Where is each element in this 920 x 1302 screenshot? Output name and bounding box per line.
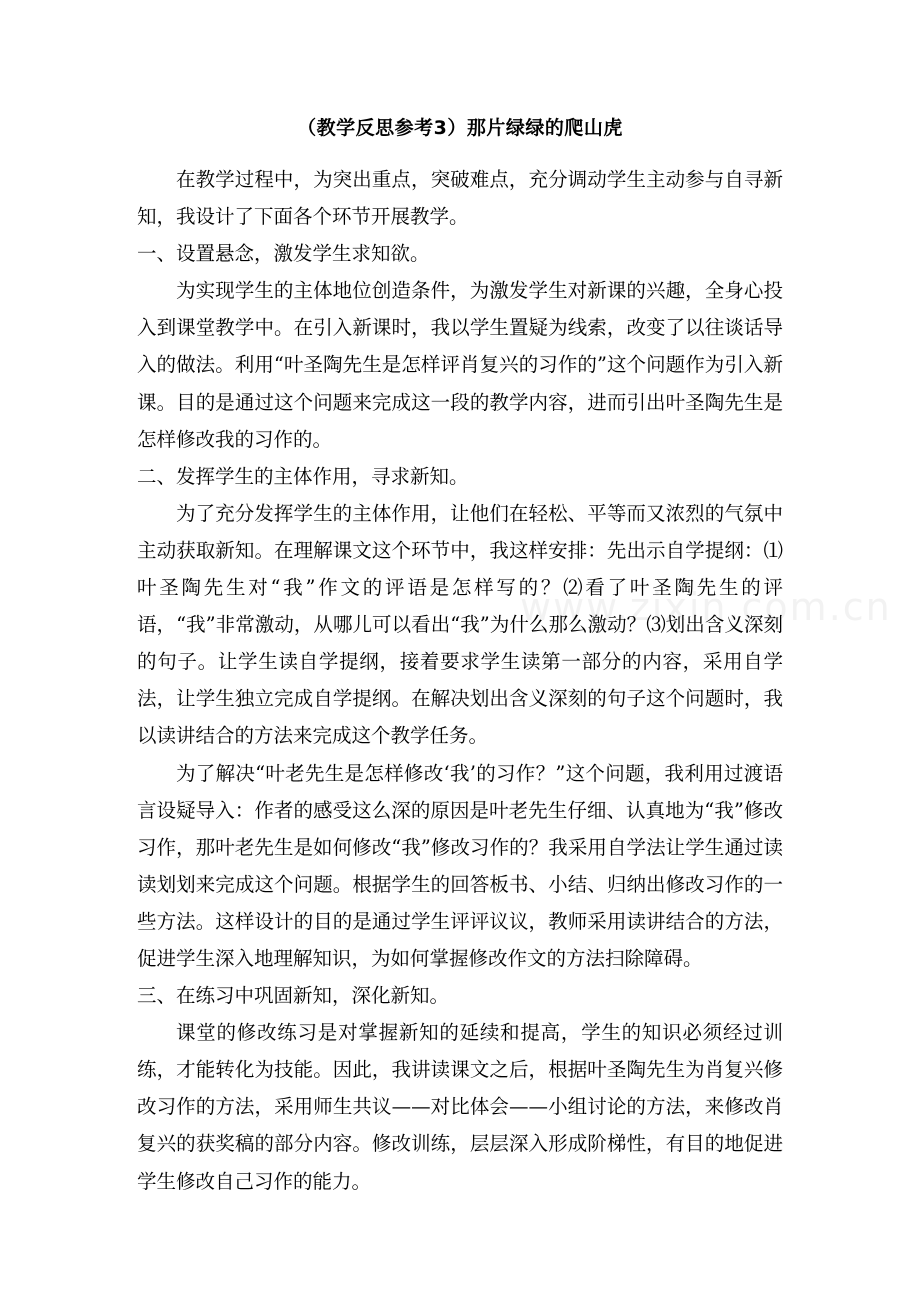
section-heading-3: 三、在练习中巩固新知，深化新知。 <box>137 984 450 1008</box>
document-body <box>137 161 783 1200</box>
section-heading-2: 二、发挥学生的主体作用，寻求新知。 <box>137 464 469 488</box>
section-heading-1: 一、设置悬念，激发学生求知欲。 <box>137 242 430 266</box>
paragraph-intro: 在教学过程中，为突出重点，突破难点，充分调动学生主动参与自寻新知，我设计了下面各个环节开展教学。 <box>137 168 783 229</box>
paragraph-section-2b: 为了解决“叶老先生是怎样修改‘我’的习作？”这个问题，我利用过渡语言设疑导入：作者的感受这么深的原因是叶老先生仔细、认真地为“我”修改习作，那叶老先生是如何修改“我”修改习作的？我采用自学法让学生通过读读划划来完成这个问题。根据学生的回答板书、小结、归纳出修改习作的一些方法。这样设计的目的是通过学生评评议议，教师采用读讲结合的方法，促进学生深入地理解知识，为如何掌握修改作文的方法扫除障碍。 <box>137 761 783 970</box>
paragraph-section-1: 为实现学生的主体地位创造条件，为激发学生对新课的兴趣，全身心投入到课堂教学中。在引入新课时，我以学生置疑为线索，改变了以往谈话导入的做法。利用“叶圣陶先生是怎样评肖复兴的习作的”这个问题作为引入新课。目的是通过这个问题来完成这一段的教学内容，进而引出叶圣陶先生是怎样修改我的习作的。 <box>137 279 783 451</box>
paragraph-section-2a: 为了充分发挥学生的主体作用，让他们在轻松、平等而又浓烈的气氛中主动获取新知。在理解课文这个环节中，我这样安排：先出示自学提纲：⑴叶圣陶先生对“我”作文的评语是怎样写的？⑵看了叶圣陶先生的评语，“我”非常激动，从哪儿可以看出“我”为什么那么激动？⑶划出含义深刻的句子。让学生读自学提纲，接着要求学生读第一部分的内容，采用自学法，让学生独立完成自学提纲。在解决划出含义深刻的句子这个问题时，我以读讲结合的方法来完成这个教学任务。 <box>137 501 783 748</box>
document-title: （教学反思参考3）那片绿绿的爬山虎 <box>297 117 623 139</box>
watermark: www.zixin.com.cn <box>520 585 892 629</box>
paragraph-section-3: 课堂的修改练习是对掌握新知的延续和提高，学生的知识必须经过训练，才能转化为技能。因此，我讲读课文之后，根据叶圣陶先生为肖复兴修改习作的方法，采用师生共议——对比体会——小组讨论的方法，来修改肖复兴的获奖稿的部分内容。修改训练，层层深入形成阶梯性，有目的地促进学生修改自己习作的能力。 <box>137 1021 783 1193</box>
